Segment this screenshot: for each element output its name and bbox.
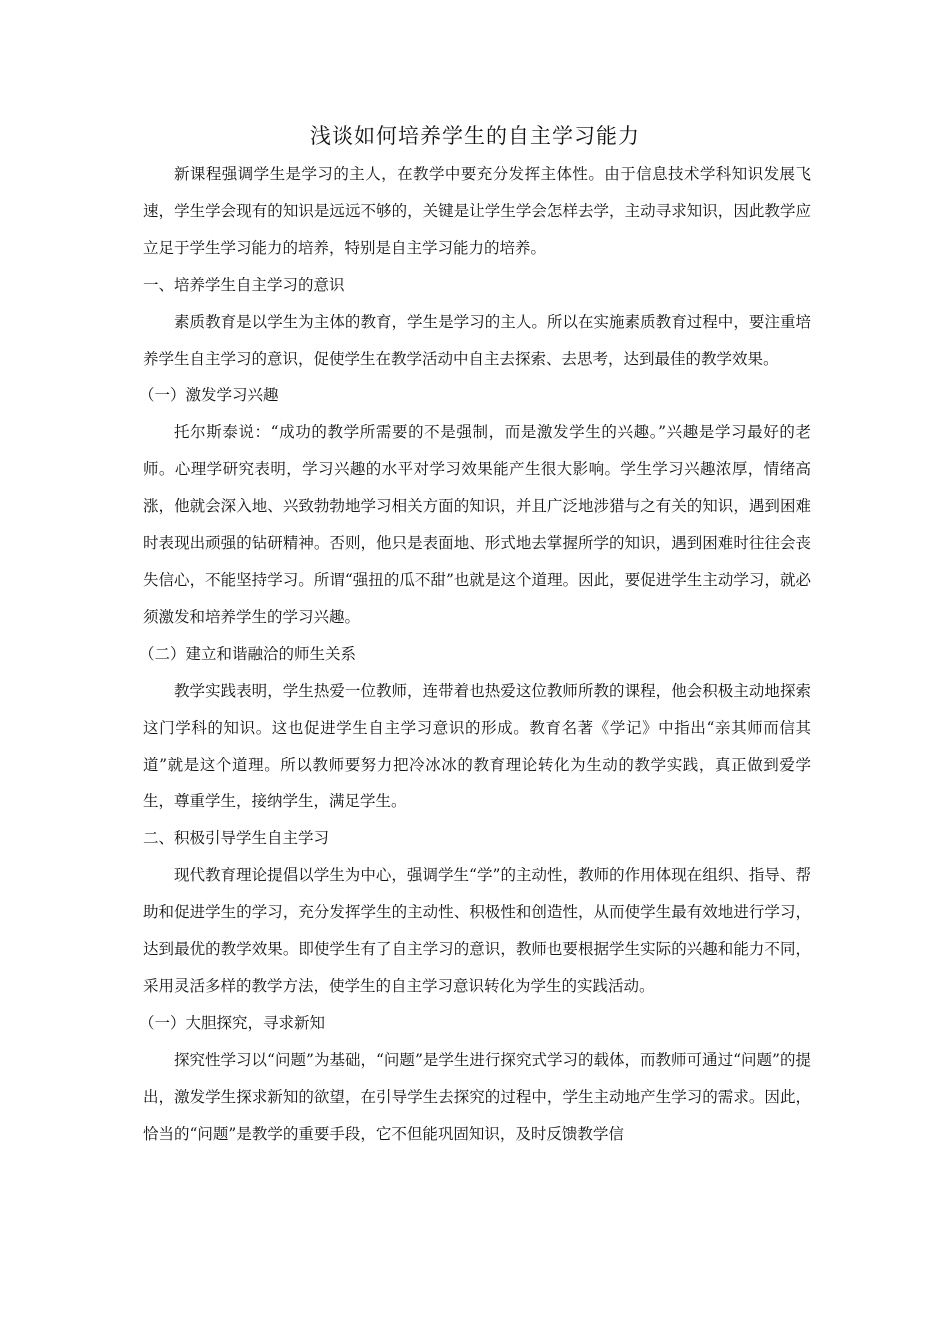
section-heading-2: 二、积极引导学生自主学习 (143, 829, 330, 848)
document-body (139, 156, 811, 1152)
intro-paragraph: 新课程强调学生是学习的主人，在教学中要充分发挥主体性。由于信息技术学科知识发展飞速，学生学会现有的知识是远远不够的，关键是让学生学会怎样去学，主动寻求知识，因此教学应立足于学生学习能力的培养，特别是自主学习能力的培养。 (143, 165, 811, 257)
subsection-heading-1-2: （二）建立和谐融洽的师生关系 (139, 644, 357, 663)
document-title: 浅谈如何培养学生的自主学习能力 (310, 124, 640, 148)
subsection-heading-1-1: （一）激发学习兴趣 (139, 386, 279, 405)
subsection-1-2-paragraph: 教学实践表明，学生热爱一位教师，连带着也热爱这位教师所教的课程，他会积极主动地探索这门学科的知识。这也促进学生自主学习意识的形成。教育名著《学记》中指出“亲其师而信其道”就是这个道理。所以教师要努力把冷冰冰的教育理论转化为生动的教学实践，真正做到爱学生，尊重学生，接纳学生，满足学生。 (143, 681, 811, 811)
subsection-1-1-paragraph: 托尔斯泰说：“成功的教学所需要的不是强制，而是激发学生的兴趣。”兴趣是学习最好的老师。心理学研究表明，学习兴趣的水平对学习效果能产生很大影响。学生学习兴趣浓厚，情绪高涨，他就会深入地、兴致勃勃地学习相关方面的知识，并且广泛地涉猎与之有关的知识，遇到困难时表现出顽强的钻研精神。否则，他只是表面地、形式地去掌握所学的知识，遇到困难时往往会丧失信心，不能坚持学习。所谓“强扭的瓜不甜”也就是这个道理。因此，要促进学生主动学习，就必须激发和培养学生的学习兴趣。 (143, 423, 811, 626)
section-heading-1: 一、培养学生自主学习的意识 (143, 275, 345, 294)
section-2-paragraph: 现代教育理论提倡以学生为中心，强调学生“学”的主动性，教师的作用体现在组织、指导、帮助和促进学生的学习，充分发挥学生的主动性、积极性和创造性，从而使学生最有效地进行学习，达到最优的教学效果。即使学生有了自主学习的意识，教师也要根据学生实际的兴趣和能力不同，采用灵活多样的教学方法，使学生的自主学习意识转化为学生的实践活动。 (143, 866, 811, 995)
subsection-heading-2-1: （一）大胆探究，寻求新知 (139, 1013, 326, 1032)
subsection-2-1-paragraph: 探究性学习以“问题”为基础，“问题”是学生进行探究式学习的载体，而教师可通过“问题”的提出，激发学生探求新知的欲望，在引导学生去探究的过程中，学生主动地产生学习的需求。因此，恰当的“问题”是教学的重要手段，它不但能巩固知识，及时反馈教学信 (143, 1050, 811, 1143)
section-1-paragraph: 素质教育是以学生为主体的教育，学生是学习的主人。所以在实施素质教育过程中，要注重培养学生自主学习的意识，促使学生在教学活动中自主去探索、去思考，达到最佳的教学效果。 (143, 312, 811, 368)
